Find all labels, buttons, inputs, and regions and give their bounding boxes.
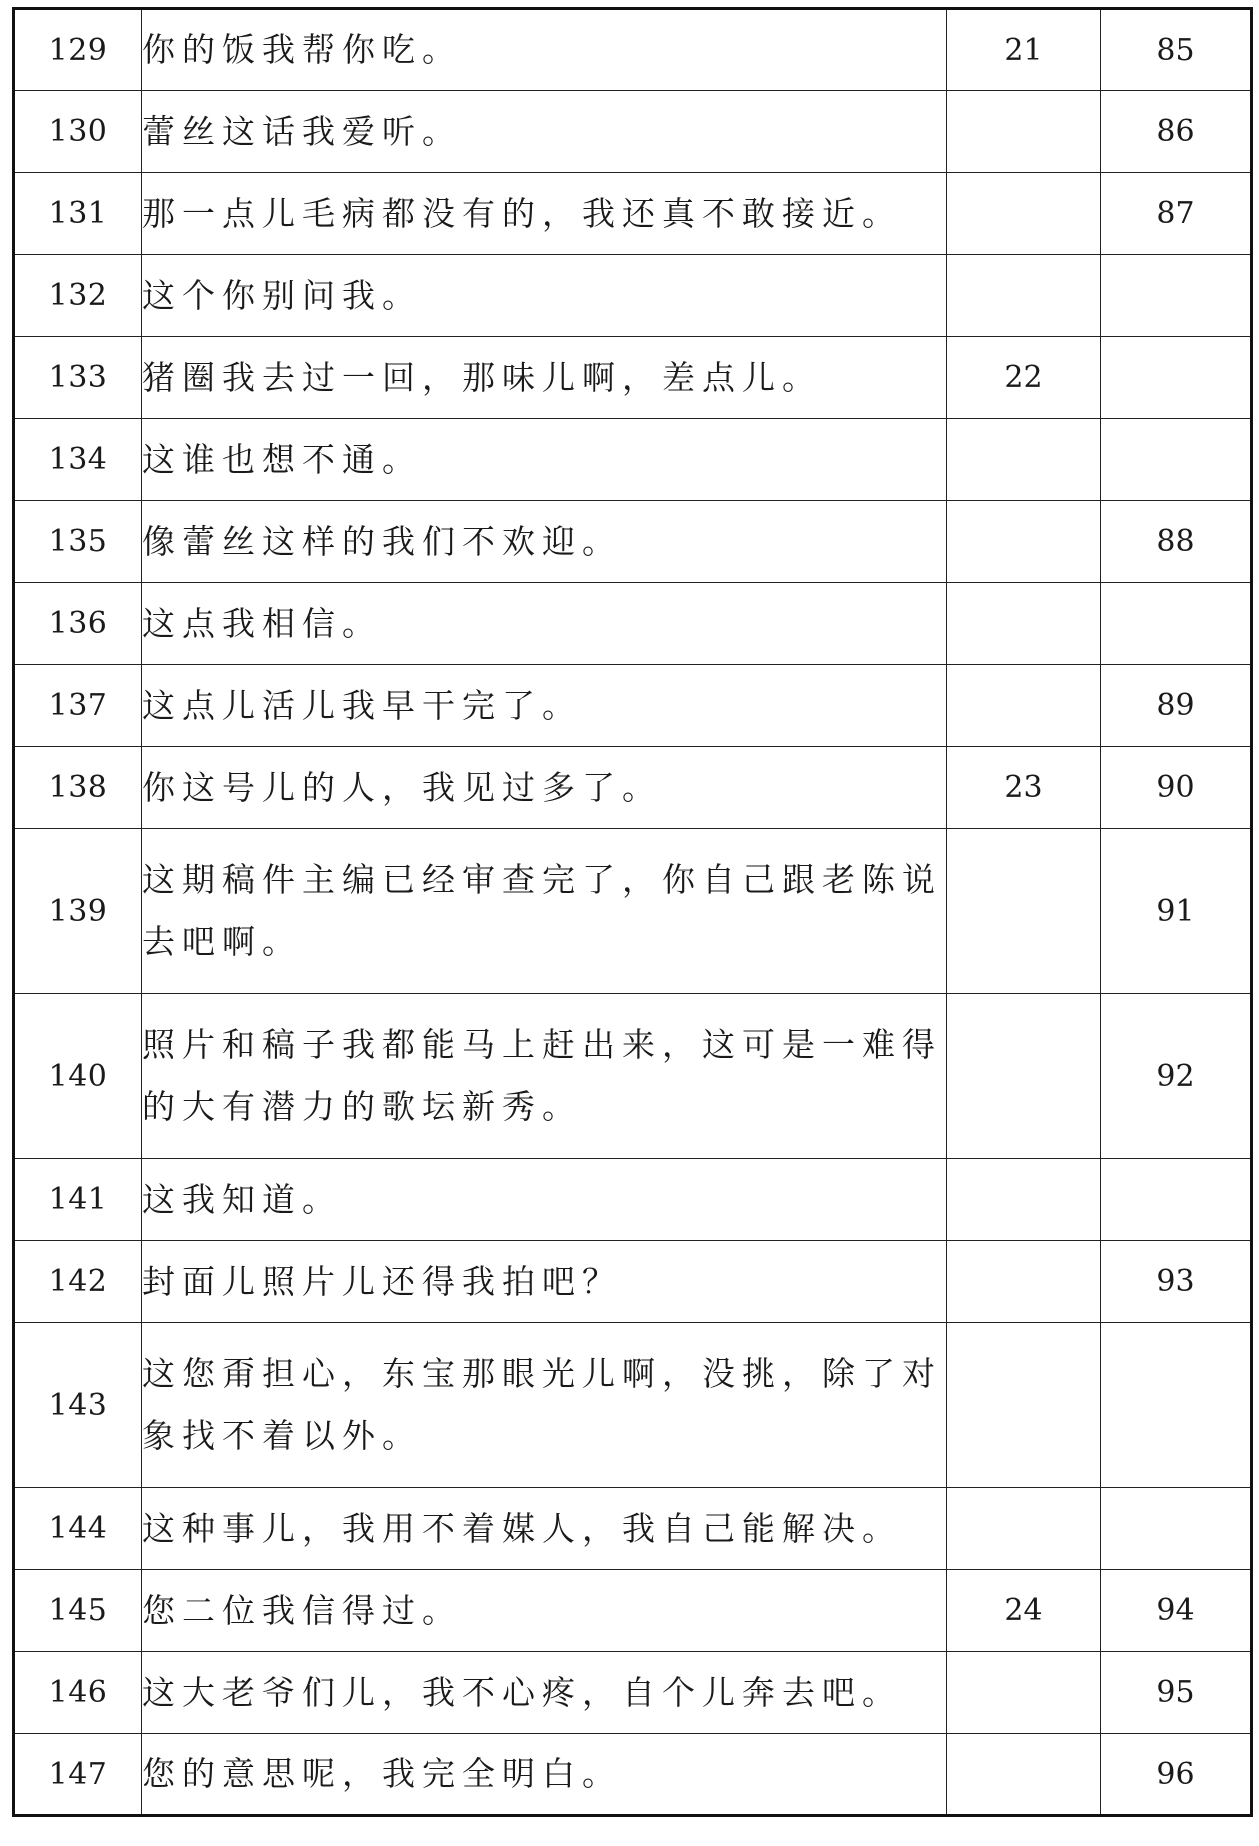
row-number: 129 [14, 9, 142, 91]
sentence-text: 这个你别问我。 [142, 255, 947, 337]
ref-col-a [947, 583, 1101, 665]
sentence-table [12, 7, 1253, 1817]
ref-col-a [947, 829, 1101, 994]
ref-col-b: 89 [1101, 665, 1252, 747]
sentence-text: 这大老爷们儿，我不心疼，自个儿奔去吧。 [142, 1652, 947, 1734]
row-number: 141 [14, 1159, 142, 1241]
ref-col-b: 91 [1101, 829, 1252, 994]
sentence-text: 这点我相信。 [142, 583, 947, 665]
row-number: 139 [14, 829, 142, 994]
row-number: 136 [14, 583, 142, 665]
table-row [14, 583, 1252, 665]
ref-col-b [1101, 255, 1252, 337]
sentence-text: 这种事儿，我用不着媒人，我自己能解决。 [142, 1488, 947, 1570]
ref-col-a [947, 173, 1101, 255]
ref-col-b: 93 [1101, 1241, 1252, 1323]
ref-col-a [947, 1323, 1101, 1488]
sentence-text: 您二位我信得过。 [142, 1570, 947, 1652]
ref-col-a [947, 91, 1101, 173]
ref-col-a: 21 [947, 9, 1101, 91]
row-number: 147 [14, 1734, 142, 1816]
ref-col-a: 22 [947, 337, 1101, 419]
table-row [14, 1241, 1252, 1323]
table-row [14, 255, 1252, 337]
ref-col-a [947, 501, 1101, 583]
sentence-text: 你这号儿的人，我见过多了。 [142, 747, 947, 829]
table-row [14, 173, 1252, 255]
ref-col-b [1101, 419, 1252, 501]
row-number: 138 [14, 747, 142, 829]
ref-col-a [947, 1488, 1101, 1570]
sentence-text: 您的意思呢，我完全明白。 [142, 1734, 947, 1816]
table-row [14, 501, 1252, 583]
table-row [14, 419, 1252, 501]
table-row [14, 91, 1252, 173]
row-number: 144 [14, 1488, 142, 1570]
sentence-text: 那一点儿毛病都没有的，我还真不敢接近。 [142, 173, 947, 255]
sentence-text: 蕾丝这话我爱听。 [142, 91, 947, 173]
sentence-text: 封面儿照片儿还得我拍吧？ [142, 1241, 947, 1323]
sentence-text: 你的饭我帮你吃。 [142, 9, 947, 91]
table-row [14, 747, 1252, 829]
ref-col-b: 90 [1101, 747, 1252, 829]
ref-col-b: 92 [1101, 994, 1252, 1159]
ref-col-b [1101, 337, 1252, 419]
ref-col-a [947, 419, 1101, 501]
ref-col-b [1101, 1488, 1252, 1570]
sentence-text: 猪圈我去过一回，那味儿啊，差点儿。 [142, 337, 947, 419]
sentence-text: 照片和稿子我都能马上赶出来，这可是一难得的大有潜力的歌坛新秀。 [142, 994, 947, 1159]
row-number: 133 [14, 337, 142, 419]
table-row [14, 665, 1252, 747]
ref-col-a [947, 994, 1101, 1159]
ref-col-b: 95 [1101, 1652, 1252, 1734]
ref-col-a [947, 255, 1101, 337]
ref-col-a [947, 1159, 1101, 1241]
table-row [14, 1159, 1252, 1241]
row-number: 137 [14, 665, 142, 747]
ref-col-b [1101, 583, 1252, 665]
ref-col-a: 24 [947, 1570, 1101, 1652]
sentence-text: 这我知道。 [142, 1159, 947, 1241]
row-number: 130 [14, 91, 142, 173]
ref-col-b: 94 [1101, 1570, 1252, 1652]
ref-col-b: 87 [1101, 173, 1252, 255]
sentence-text: 这期稿件主编已经审查完了，你自己跟老陈说去吧啊。 [142, 829, 947, 994]
table-row [14, 9, 1252, 91]
table-row [14, 1734, 1252, 1816]
ref-col-b: 85 [1101, 9, 1252, 91]
row-number: 142 [14, 1241, 142, 1323]
sentence-text: 这您甭担心，东宝那眼光儿啊，没挑，除了对象找不着以外。 [142, 1323, 947, 1488]
ref-col-a [947, 1241, 1101, 1323]
row-number: 140 [14, 994, 142, 1159]
ref-col-a [947, 665, 1101, 747]
table-row [14, 1652, 1252, 1734]
row-number: 134 [14, 419, 142, 501]
row-number: 135 [14, 501, 142, 583]
ref-col-a: 23 [947, 747, 1101, 829]
table-row [14, 1323, 1252, 1488]
row-number: 132 [14, 255, 142, 337]
table-row [14, 994, 1252, 1159]
table-row [14, 337, 1252, 419]
sentence-text: 像蕾丝这样的我们不欢迎。 [142, 501, 947, 583]
ref-col-b [1101, 1323, 1252, 1488]
row-number: 146 [14, 1652, 142, 1734]
row-number: 145 [14, 1570, 142, 1652]
table-row [14, 829, 1252, 994]
table-row [14, 1488, 1252, 1570]
row-number: 131 [14, 173, 142, 255]
ref-col-b [1101, 1159, 1252, 1241]
row-number: 143 [14, 1323, 142, 1488]
ref-col-b: 86 [1101, 91, 1252, 173]
sentence-text: 这谁也想不通。 [142, 419, 947, 501]
ref-col-a [947, 1652, 1101, 1734]
sentence-text: 这点儿活儿我早干完了。 [142, 665, 947, 747]
ref-col-b: 96 [1101, 1734, 1252, 1816]
ref-col-a [947, 1734, 1101, 1816]
ref-col-b: 88 [1101, 501, 1252, 583]
table-row [14, 1570, 1252, 1652]
